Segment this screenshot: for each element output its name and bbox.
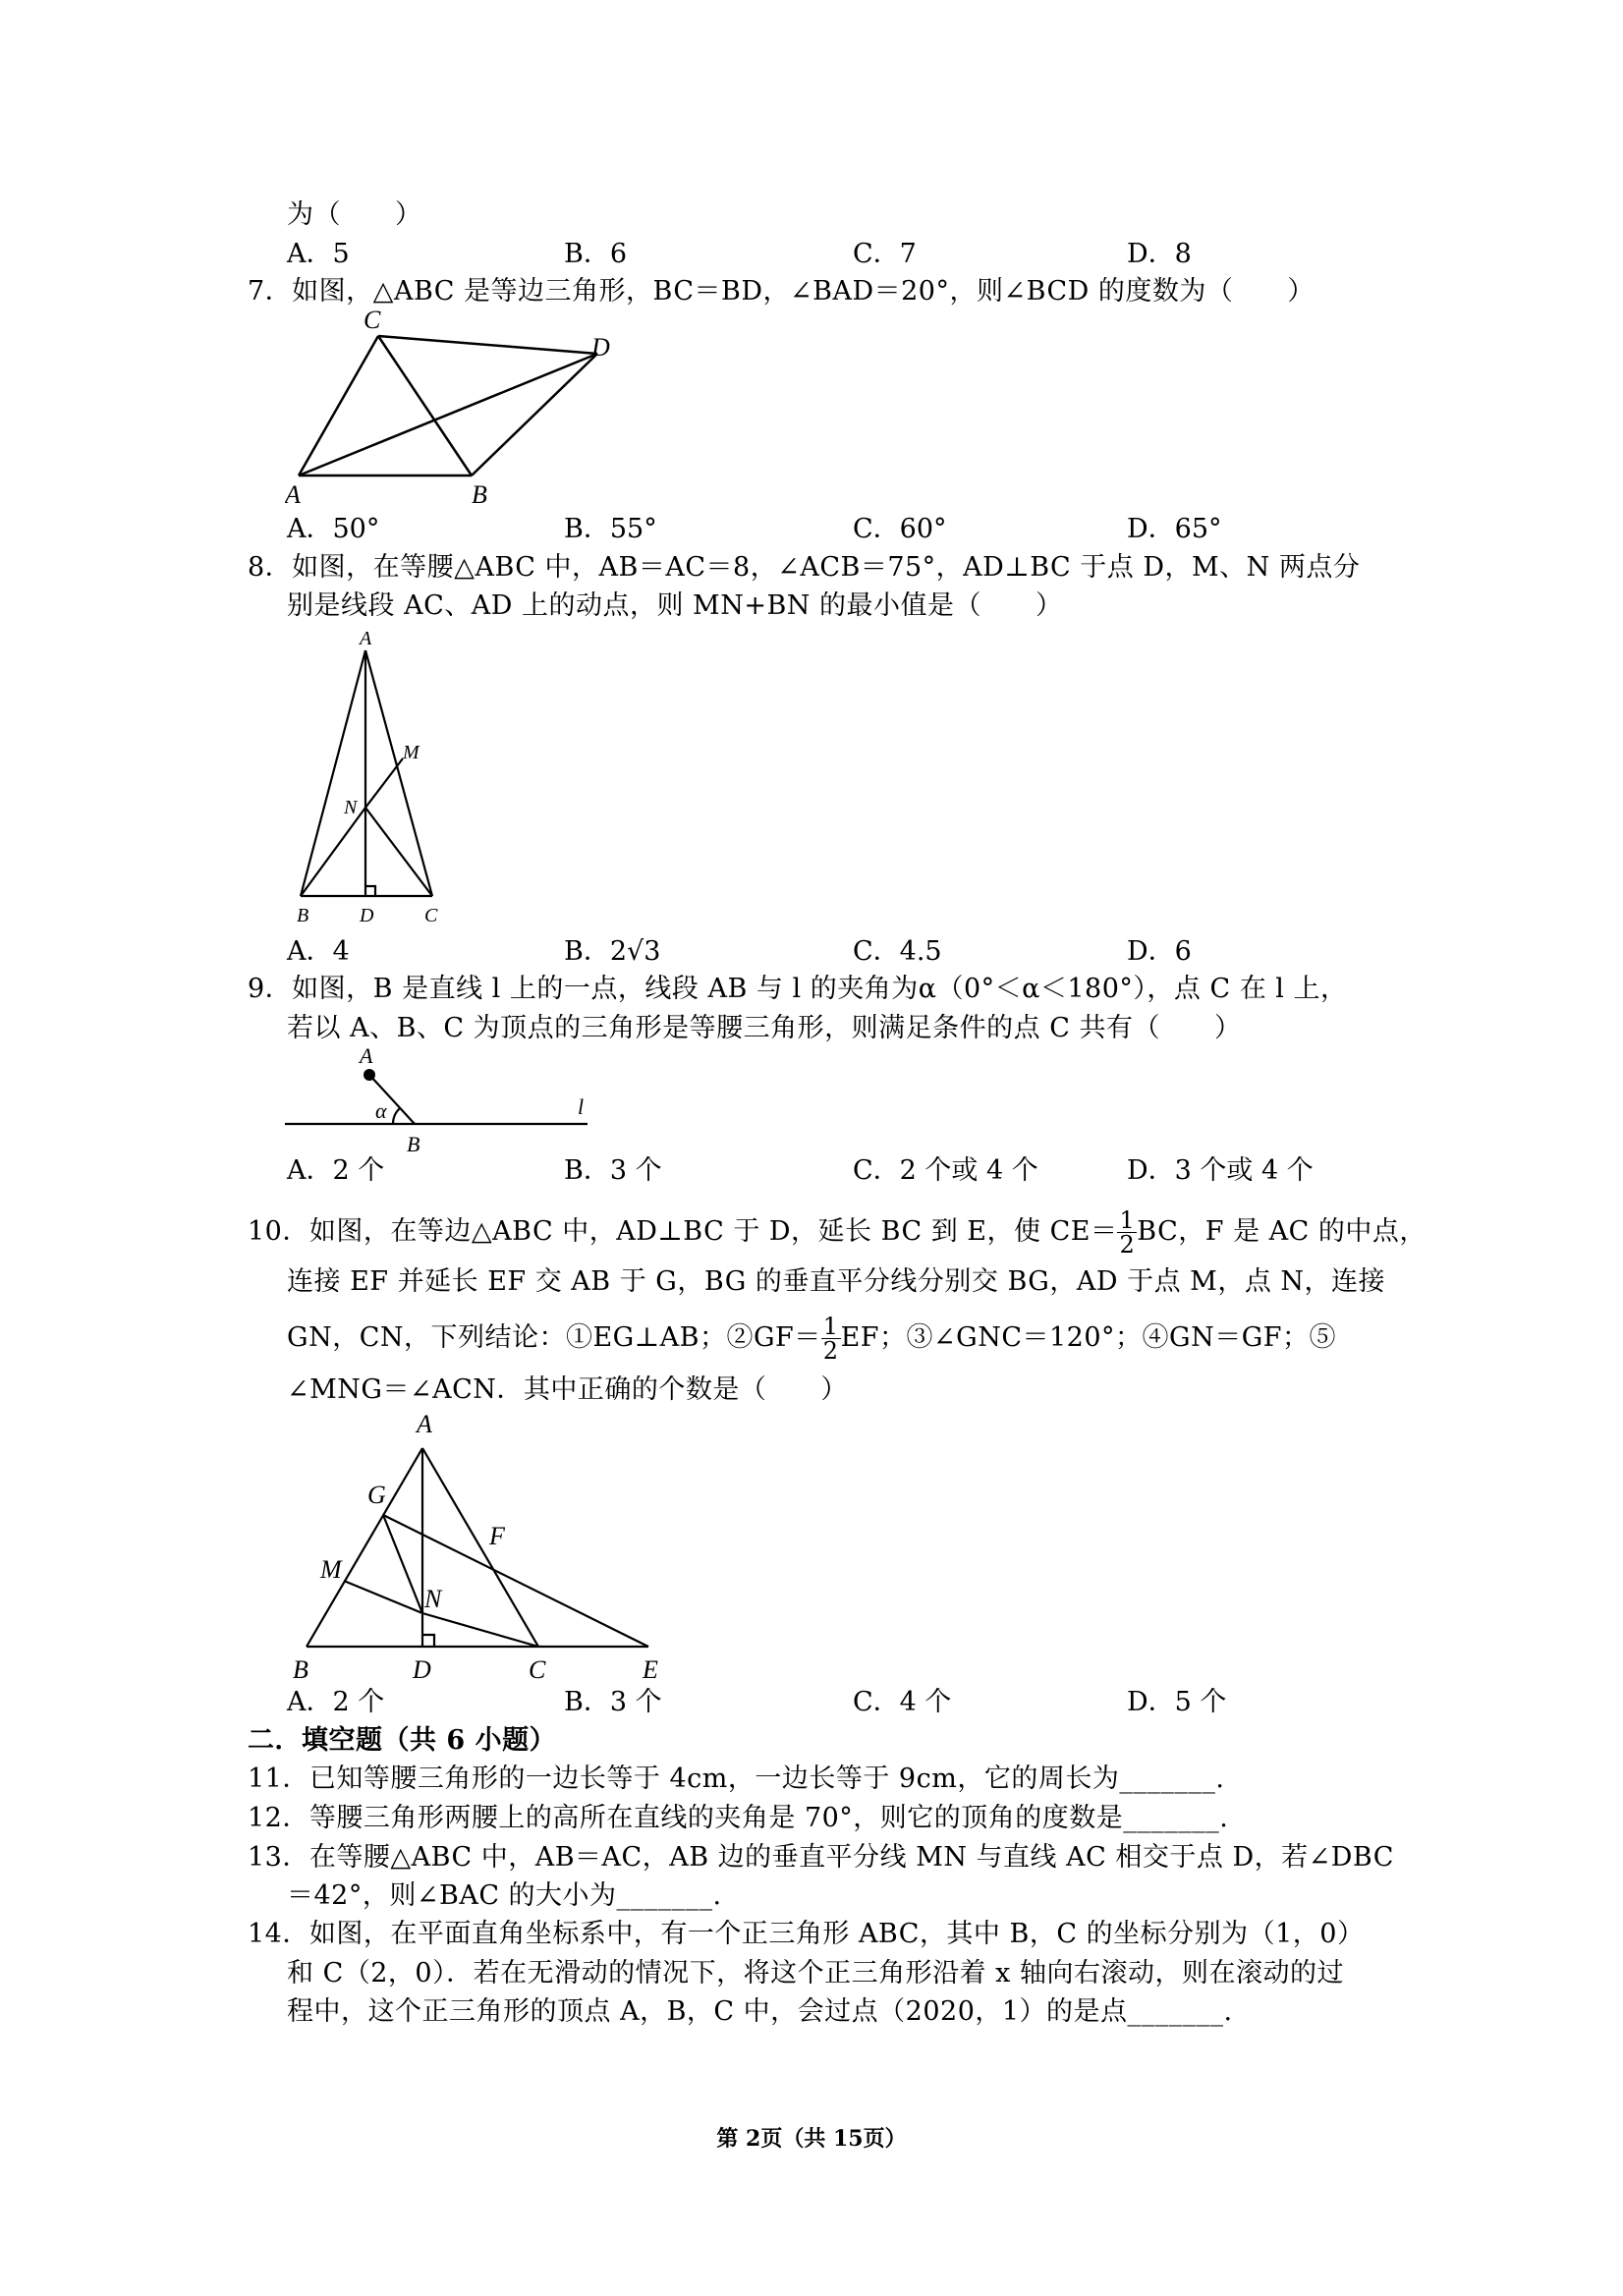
q10-option-c: C．4 个 [853, 1687, 952, 1717]
q6-option-d: D．8 [1127, 239, 1192, 269]
q10-line1-b: BC，F 是 AC 的中点， [1137, 1216, 1427, 1247]
page-number: 第 2页（共 15页） [716, 2126, 907, 2152]
label-e: E [643, 1655, 658, 1684]
q8-option-c: C．4.5 [853, 936, 942, 967]
label-m: M [403, 742, 420, 763]
q8-option-b: B．2√3 [564, 936, 661, 967]
label-n: N [424, 1585, 442, 1613]
q14-line1: 14．如图，在平面直角坐标系中，有一个正三角形 ABC，其中 B，C 的坐标分别为（1，0） [248, 1919, 1365, 1949]
q8-line1: 8．如图，在等腰△ABC 中，AB＝AC＝8，∠ACB＝75°，AD⊥BC 于点 D，M、N 两点分 [248, 552, 1361, 583]
label-m: M [320, 1555, 342, 1584]
q7-text: 7．如图，△ABC 是等边三角形，BC＝BD，∠BAD＝20°，则∠BCD 的度数为（ ） [248, 276, 1315, 307]
label-a: A [360, 1043, 373, 1068]
label-d: D [360, 905, 374, 926]
q6-option-b: B．6 [564, 239, 628, 269]
segment-ad [299, 354, 597, 476]
label-c: C [364, 307, 381, 334]
label-l: l [578, 1094, 585, 1119]
q7-figure [285, 307, 629, 513]
q7-option-d: D．65° [1127, 514, 1222, 544]
q8-option-a: A．4 [287, 936, 350, 967]
q7-option-b: B．55° [564, 514, 657, 544]
q8-line2: 别是线段 AC、AD 上的动点，则 MN+BN 的最小值是（ ） [287, 590, 1063, 621]
q10-line3 [287, 1315, 1336, 1363]
label-b: B [472, 480, 487, 509]
fraction-one-half: $\frac{1}{2}$ [822, 1313, 839, 1365]
segment-ac [299, 336, 378, 476]
q14-line3: 程中，这个正三角形的顶点 A，B，C 中，会过点（2020，1）的是点_______. [287, 1996, 1233, 2027]
section-title: 二．填空题（共 6 小题） [248, 1725, 557, 1756]
q13-line1: 13．在等腰△ABC 中，AB＝AC，AB 边的垂直平分线 MN 与直线 AC 相交于点 D，若∠DBC [248, 1842, 1394, 1873]
q10-option-a: A．2 个 [287, 1687, 385, 1717]
q8-option-d: D．6 [1127, 936, 1192, 967]
q10-option-b: B．3 个 [564, 1687, 662, 1717]
q10-option-d: D．5 个 [1127, 1687, 1227, 1717]
label-d: D [413, 1655, 431, 1684]
q9-option-b: B．3 个 [564, 1155, 662, 1186]
q10-figure [285, 1411, 678, 1696]
q14-line2: 和 C（2，0）．若在无滑动的情况下，将这个正三角形沿着 x 轴向右滚动，则在滚动的过 [287, 1958, 1344, 1988]
q7-option-a: A．50° [287, 514, 380, 544]
label-b: B [293, 1655, 308, 1684]
q7-option-c: C．60° [853, 514, 947, 544]
label-c: C [424, 905, 438, 926]
q12-text: 12．等腰三角形两腰上的高所在直线的夹角是 70°，则它的顶角的度数是_______. [248, 1803, 1229, 1833]
label-a: A [285, 480, 301, 509]
q10-line3-b: EF；③∠GNC＝120°；④GN＝GF；⑤ [840, 1322, 1337, 1353]
q9-line2: 若以 A、B、C 为顶点的三角形是等腰三角形，则满足条件的点 C 共有（ ） [287, 1013, 1242, 1043]
label-f: F [489, 1522, 505, 1550]
label-c: C [529, 1655, 546, 1684]
q11-text: 11．已知等腰三角形的一边长等于 4cm，一边长等于 9cm，它的周长为_______. [248, 1764, 1225, 1794]
label-a: A [417, 1411, 432, 1438]
q9-option-c: C．2 个或 4 个 [853, 1155, 1038, 1186]
segment-bd [472, 354, 597, 476]
label-n: N [344, 797, 358, 818]
label-g: G [367, 1481, 386, 1509]
fraction-one-half: $\frac{1}{2}$ [1119, 1206, 1136, 1259]
q6-option-a: A．5 [287, 239, 350, 269]
q6-option-c: C．7 [853, 239, 917, 269]
label-d: D [591, 333, 610, 362]
segment-cd [378, 336, 597, 354]
q10-line4: ∠MNG＝∠ACN．其中正确的个数是（ ） [287, 1374, 848, 1405]
q9-figure [285, 1041, 599, 1159]
q9-option-d: D．3 个或 4 个 [1127, 1155, 1314, 1186]
label-alpha: α [375, 1098, 387, 1123]
label-a: A [360, 628, 372, 649]
q13-line2: ＝42°，则∠BAC 的大小为_______. [287, 1880, 722, 1911]
q10-line1-a: 10．如图，在等边△ABC 中，AD⊥BC 于 D，延长 BC 到 E，使 CE＝ [248, 1216, 1118, 1247]
q10-line3-a: GN，CN，下列结论：①EG⊥AB；②GF＝ [287, 1322, 821, 1353]
q10-line1 [248, 1208, 1427, 1257]
q8-figure [285, 625, 462, 939]
q6-tail: 为（ ） [287, 199, 422, 230]
q10-line2: 连接 EF 并延长 EF 交 AB 于 G，BG 的垂直平分线分别交 BG，AD 于点 M，点 N，连接 [287, 1266, 1386, 1297]
label-b: B [407, 1132, 420, 1156]
q9-line1: 9．如图，B 是直线 l 上的一点，线段 AB 与 l 的夹角为α（0°＜α＜180°），点 C 在 l 上， [248, 974, 1348, 1004]
segment-cb [378, 336, 472, 476]
q9-option-a: A．2 个 [287, 1155, 385, 1186]
point-a [364, 1069, 375, 1081]
label-b: B [297, 905, 309, 926]
